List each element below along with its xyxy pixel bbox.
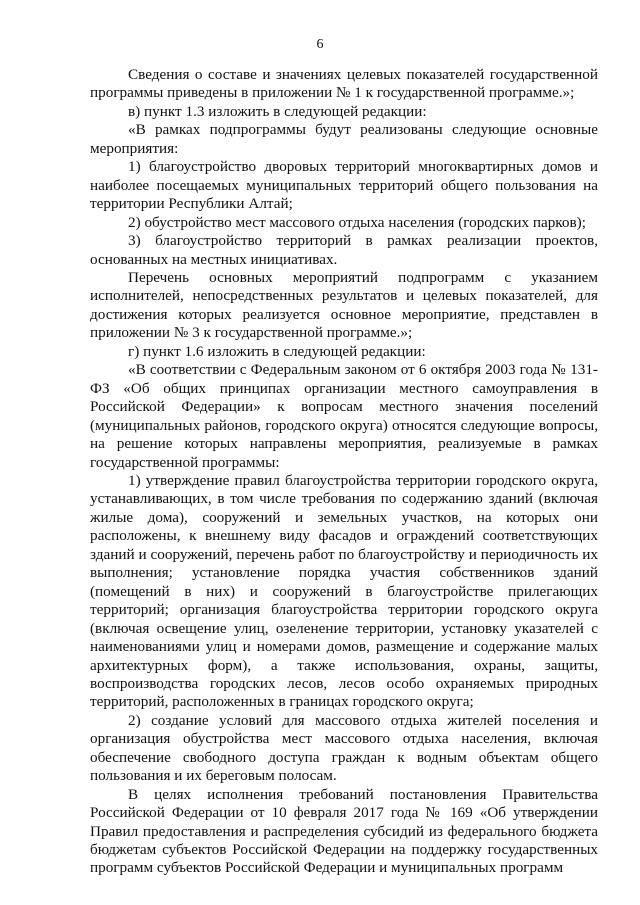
paragraph-measure-2: 2) обустройство мест массового отдыха населения (городских парков); xyxy=(128,213,586,231)
paragraph-item-v: в) пункт 1.3 изложить в следующей редакции: xyxy=(128,102,427,120)
paragraph-issue-2: 2) создание условий для массового отдыха жителей поселения и организация обустройства мест массового отдыха населения, включая обеспечение свободного доступа граждан к водным объектам общего пользования и их береговым полосам. xyxy=(90,711,598,785)
paragraph-federal-law: «В соответствии с Федеральным законом от 6 октября 2003 года № 131-ФЗ «Об общих принципах организации местного самоуправления в Российской Федерации» к вопросам местного значения поселений (муниципальных районов, городского округа) относятся следующие вопросы, на решение которых направлены мероприятия, реализуемые в рамках государственной программы: xyxy=(90,361,598,471)
paragraph-government-decree: В целях исполнения требований постановления Правительства Российской Федерации от 10 февраля 2017 года № 169 «Об утверждении Правил предоставления и распределения субсидий из федерального бюджета бюджетам субъектов Российской Федерации на поддержку государственных программ субъектов Российской Федерации и муниципальных программ xyxy=(90,785,598,877)
paragraph-measures-intro: «В рамках подпрограммы будут реализованы следующие основные мероприятия: xyxy=(90,121,598,157)
paragraph-measure-1: 1) благоустройство дворовых территорий многоквартирных домов и наиболее посещаемых муниципальных территорий общего пользования на территории Республики Алтай; xyxy=(90,158,598,213)
paragraph-measure-3: 3) благоустройство территорий в рамках реализации проектов, основанных на местных инициативах. xyxy=(90,232,598,268)
page-number: 6 xyxy=(316,37,324,52)
paragraph-measures-list: Перечень основных мероприятий подпрограмм с указанием исполнителей, непосредственных результатов и целевых показателей, для достижения которых реализуется основное мероприятие, представлен в приложении № 3 к государственной программе.»; xyxy=(90,268,598,342)
document-body xyxy=(90,66,598,878)
paragraph-issue-1: 1) утверждение правил благоустройства территории городского округа, устанавливающих, в том числе требования по содержанию зданий (включая жилые дома), сооружений и земельных участков, на которых они расположены, к внешнему виду фасадов и ограждений соответствующих зданий и сооружений, перечень работ по благоустройству и периодичность их выполнения; установление порядка участия собственников зданий (помещений в них) и сооружений в благоустройстве прилегающих территорий; организация благоустройства территории городского округа (включая освещение улиц, озеленение территории, установку указателей с наименованиями улиц и номерами домов, размещение и содержание малых архитектурных форм), а также использования, охраны, защиты, воспроизводства городских лесов, лесов особо охраняемых природных территорий, расположенных в границах городского округа; xyxy=(90,471,598,711)
paragraph-summary-targets: Сведения о составе и значениях целевых показателей государственной программы приведены в приложении № 1 к государственной программе.»; xyxy=(90,66,598,102)
paragraph-item-g: г) пункт 1.6 изложить в следующей редакции: xyxy=(128,342,426,360)
